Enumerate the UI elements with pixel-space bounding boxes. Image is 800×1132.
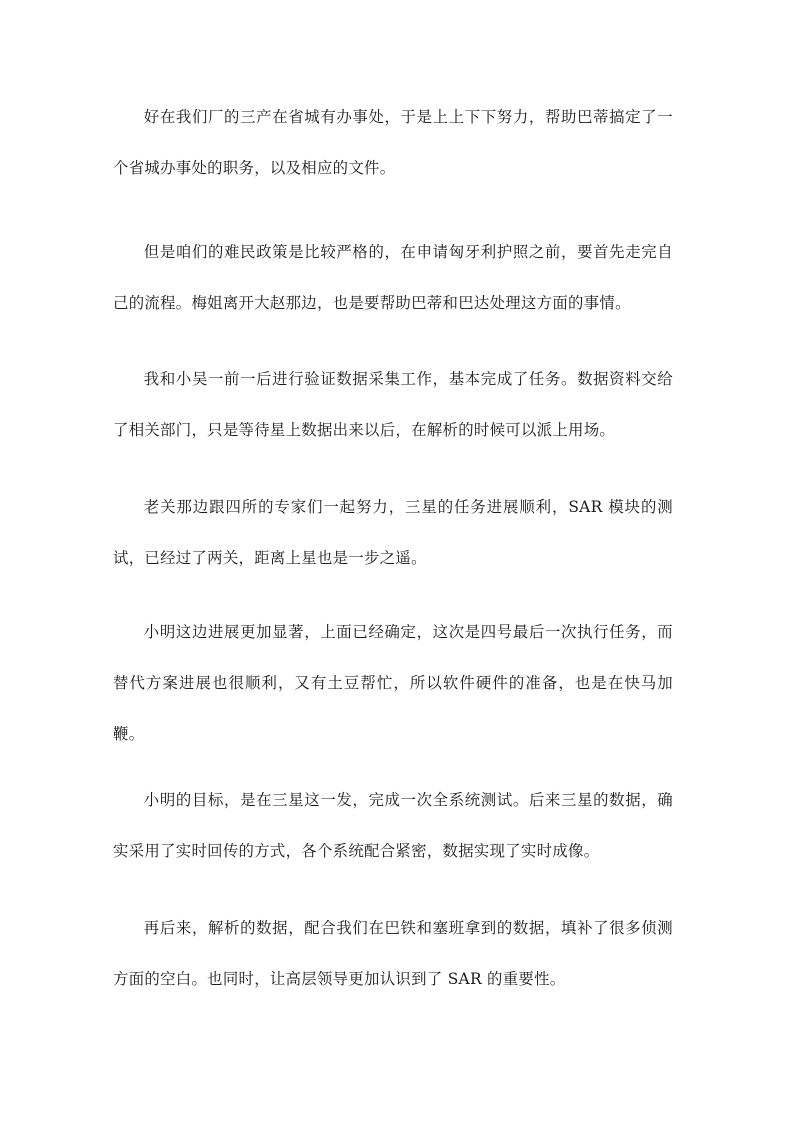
paragraph-5: 小明这边进展更加显著，上面已经确定，这次是四号最后一次执行任务，而替代方案进展也很顺利，又有土豆帮忙，所以软件硬件的准备，也是在快马加鞭。 [113, 623, 673, 743]
paragraph-6: 小明的目标，是在三星这一发，完成一次全系统测试。后来三星的数据，确实采用了实时回传的方式，各个系统配合紧密，数据实现了实时成像。 [113, 791, 673, 860]
paragraph-1: 好在我们厂的三产在省城有办事处，于是上上下下努力，帮助巴蒂搞定了一个省城办事处的职务，以及相应的文件。 [113, 108, 673, 177]
paragraph-3: 我和小吴一前一后进行验证数据采集工作，基本完成了任务。数据资料交给了相关部门，只是等待星上数据出来以后，在解析的时候可以派上用场。 [113, 370, 673, 439]
paragraph-7: 再后来，解析的数据，配合我们在巴铁和塞班拿到的数据，填补了很多侦测方面的空白。也同时，让高层领导更加认识到了 SAR 的重要性。 [113, 919, 673, 988]
paragraph-4: 老关那边跟四所的专家们一起努力，三星的任务进展顺利，SAR 模块的测试，已经过了两关，距离上星也是一步之遥。 [113, 498, 673, 567]
paragraph-2: 但是咱们的难民政策是比较严格的，在申请匈牙利护照之前，要首先走完自己的流程。梅姐离开大赵那边，也是要帮助巴蒂和巴达处理这方面的事情。 [113, 243, 673, 312]
